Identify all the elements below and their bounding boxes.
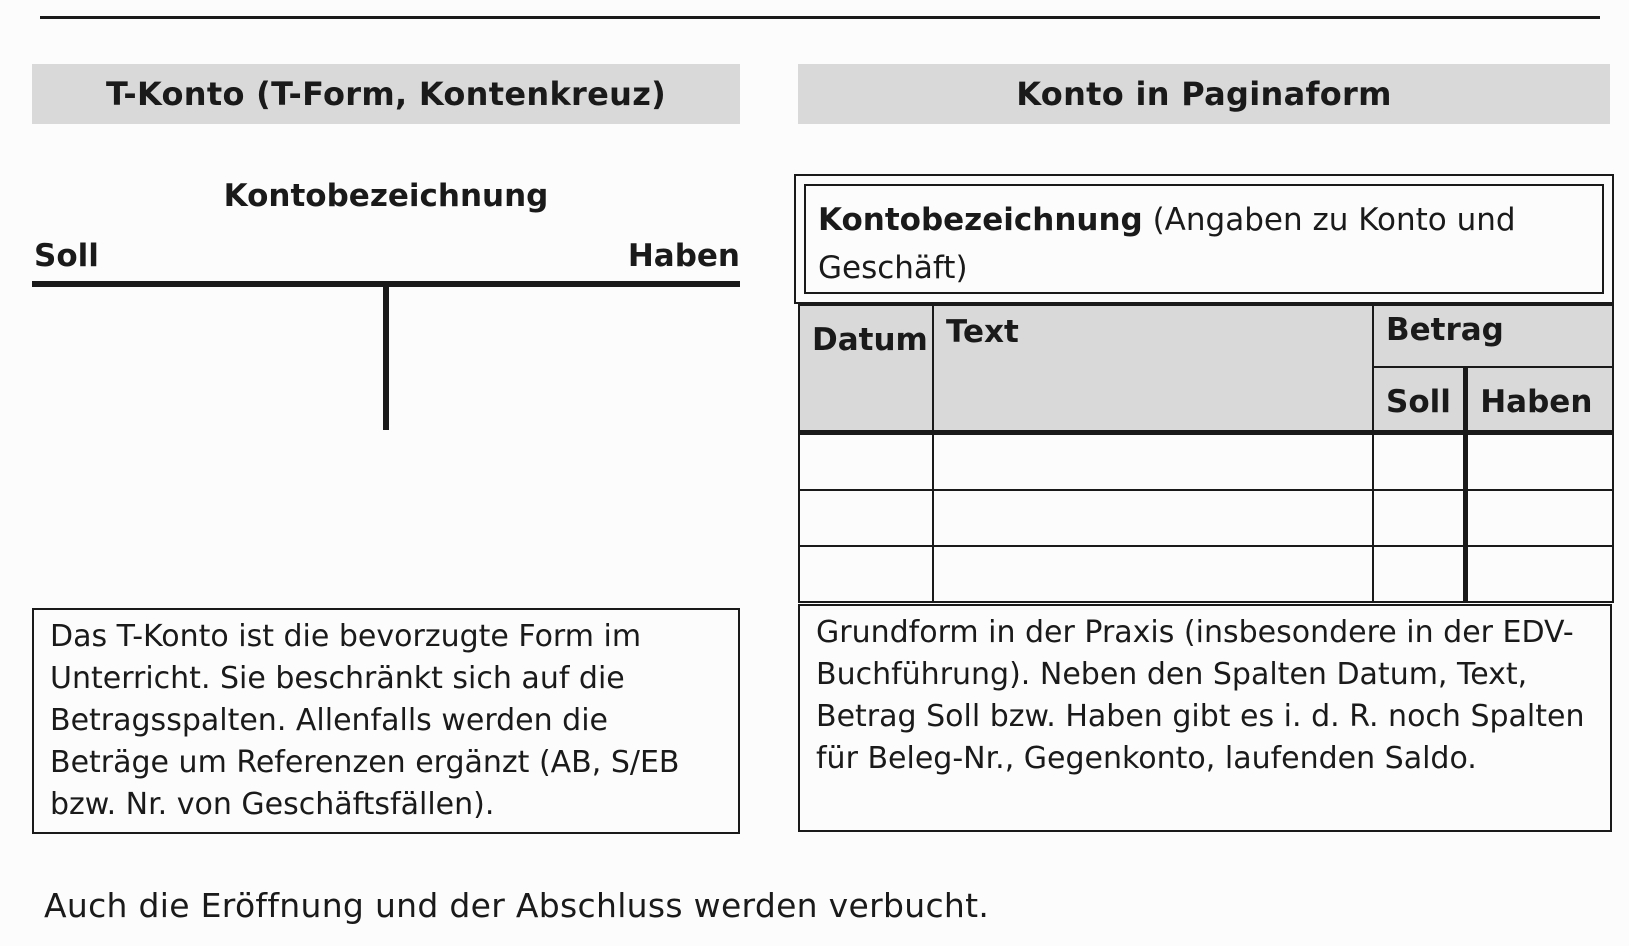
t-konto-haben-label: Haben [627,238,740,274]
paginaform-account-title: Kontobezeichnung [818,202,1143,238]
column-betrag: Betrag [1373,305,1613,367]
t-konto-header: T-Konto (T-Form, Kontenkreuz) [32,64,740,124]
cell-soll [1373,490,1466,546]
cell-datum [799,433,933,491]
paginaform-title-inner [804,184,1604,294]
paginaform-header: Konto in Paginaform [798,64,1610,124]
cell-text [933,490,1373,546]
t-konto-soll-label: Soll [34,238,99,274]
t-konto-account-title: Kontobezeichnung [223,178,549,214]
paginaform-description: Grundform in der Praxis (insbesondere in der EDV-Buchführung). Neben den Spalten Datum, Text, Betrag Soll bzw. Haben gibt es i. d. R. noch Spalten für Beleg-Nr., Gegenkonto, laufenden Saldo. [798,604,1612,832]
cell-datum [799,490,933,546]
column-datum: Datum [799,305,933,433]
paginaform-title-box [794,174,1614,304]
cell-haben [1466,433,1613,491]
column-haben: Haben [1466,367,1613,433]
table-row [799,546,1613,602]
cell-soll [1373,546,1466,602]
column-text: Text [933,305,1373,433]
cell-haben [1466,546,1613,602]
cell-haben [1466,490,1613,546]
cell-soll [1373,433,1466,491]
footer-text: Auch die Eröffnung und der Abschluss werden verbucht. [44,886,990,925]
cell-text [933,546,1373,602]
cell-text [933,433,1373,491]
cell-datum [799,546,933,602]
column-soll: Soll [1373,367,1466,433]
top-rule [40,16,1600,19]
paginaform-account-note: (Angaben zu Konto und Geschäft) [818,202,1516,286]
table-row [799,490,1613,546]
table-row [799,433,1613,491]
paginaform-table [798,304,1614,603]
t-konto-vertical-line [383,284,389,430]
t-konto-description: Das T-Konto ist die bevorzugte Form im Unterricht. Sie beschränkt sich auf die Betragsspalten. Allenfalls werden die Beträge um Referenzen ergänzt (AB, S/EB bzw. Nr. von Geschäftsfällen). [32,608,740,834]
